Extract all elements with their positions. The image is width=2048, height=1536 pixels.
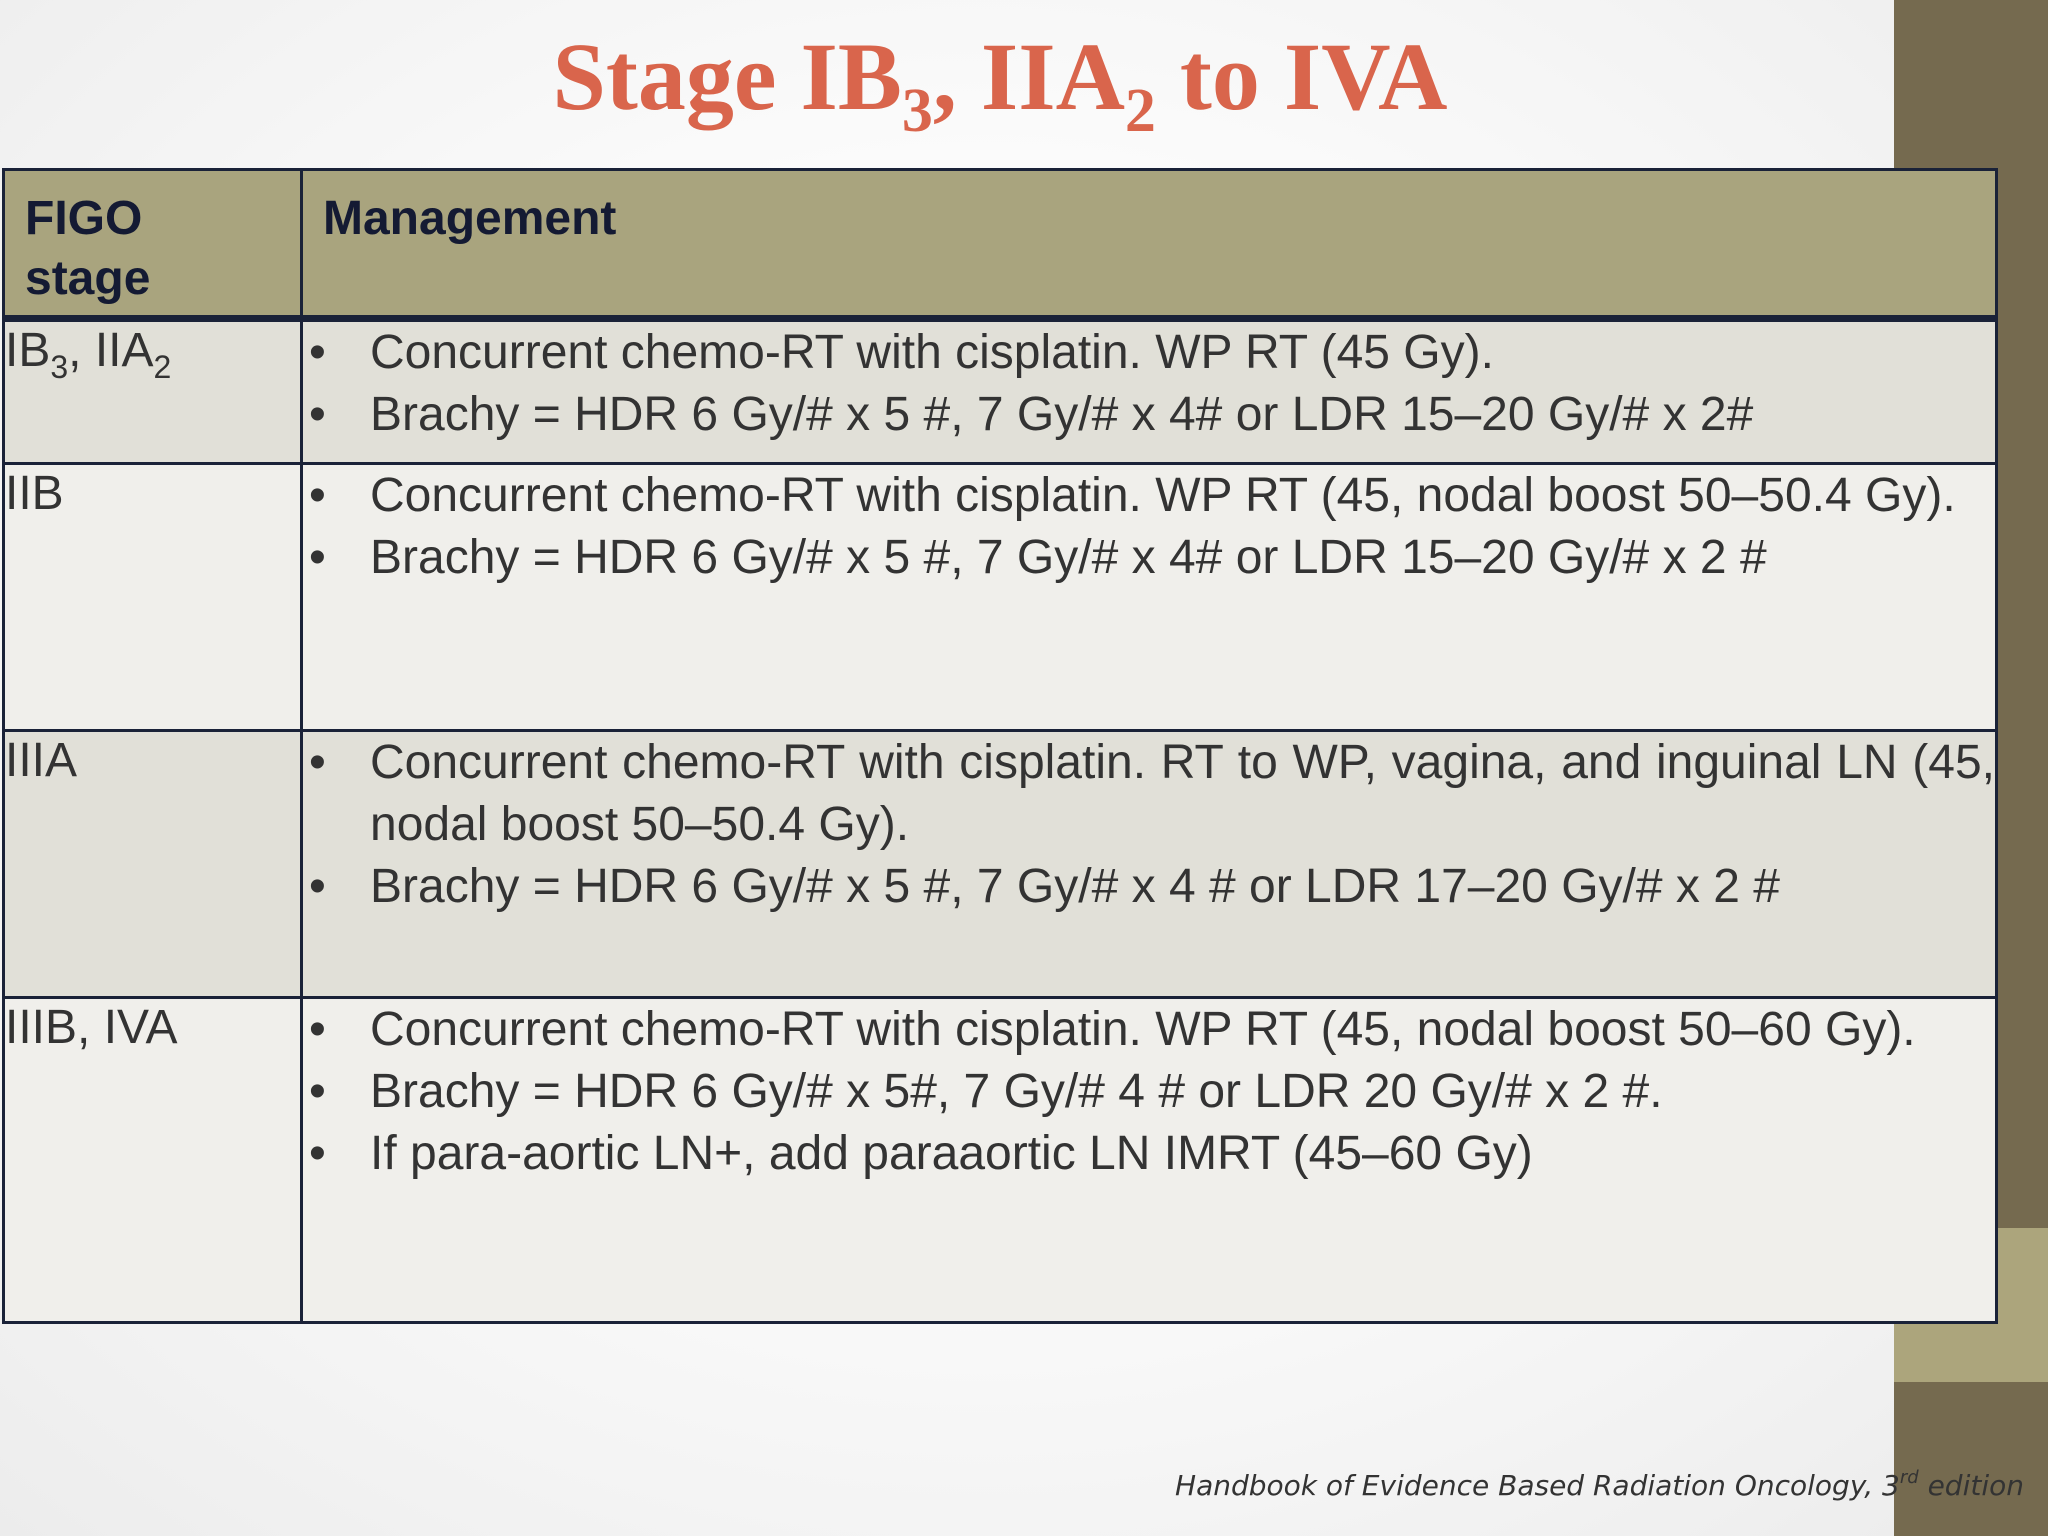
citation-text: Handbook of Evidence Based Radiation Oncology, 3: [1175, 1469, 1900, 1502]
table-row: [4, 319, 1997, 464]
title-subscript-1: 3: [901, 77, 933, 145]
table-header-row: [4, 170, 1997, 319]
stage-cell: IIB: [4, 464, 302, 731]
header-figo-stage: [4, 170, 302, 319]
management-list: [303, 465, 1995, 589]
stage-cell: [4, 319, 302, 464]
table-row: [4, 464, 1997, 731]
management-item: • Brachy = HDR 6 Gy/# x 5 #, 7 Gy/# x 4 # or LDR 17–20 Gy/# x 2 #: [303, 856, 1995, 918]
management-item: • Brachy = HDR 6 Gy/# x 5 #, 7 Gy/# x 4# or LDR 15–20 Gy/# x 2#: [303, 384, 1995, 446]
title-subscript-2: 2: [1124, 77, 1156, 145]
management-table: [2, 168, 1998, 1324]
management-item: • Brachy = HDR 6 Gy/# x 5#, 7 Gy/# 4 # or LDR 20 Gy/# x 2 #.: [303, 1061, 1995, 1123]
header-figo-stage-line1: FIGO: [25, 192, 143, 245]
management-item: • Concurrent chemo-RT with cisplatin. WP RT (45, nodal boost 50–60 Gy).: [303, 999, 1995, 1061]
stage-cell: IIIB, IVA: [4, 998, 302, 1323]
management-list: [303, 999, 1995, 1185]
stage-part-a: IB: [5, 324, 51, 377]
management-list: [303, 322, 1995, 446]
header-figo-stage-line2: stage: [25, 252, 151, 305]
management-item: • Concurrent chemo-RT with cisplatin. RT to WP, vagina, and inguinal LN (45, nodal boost 50–50.4 Gy).: [303, 732, 1995, 856]
management-cell: [302, 319, 1997, 464]
management-cell: [302, 731, 1997, 998]
management-item: • Brachy = HDR 6 Gy/# x 5 #, 7 Gy/# x 4# or LDR 15–20 Gy/# x 2 #: [303, 527, 1995, 589]
management-list: [303, 732, 1995, 918]
citation: [1175, 1466, 2024, 1506]
title-suffix: to IVA: [1155, 23, 1448, 130]
slide-title: [0, 22, 2000, 145]
table-row: [4, 731, 1997, 998]
title-middle: , IIA: [932, 23, 1125, 130]
citation-suffix: edition: [1918, 1469, 2024, 1502]
management-item: • If para-aortic LN+, add paraaortic LN IMRT (45–60 Gy): [303, 1123, 1995, 1185]
management-item: • Concurrent chemo-RT with cisplatin. WP RT (45 Gy).: [303, 322, 1995, 384]
stage-subscript-a: 3: [50, 349, 69, 385]
management-item: • Concurrent chemo-RT with cisplatin. WP RT (45, nodal boost 50–50.4 Gy).: [303, 465, 1995, 527]
management-cell: [302, 464, 1997, 731]
management-cell: [302, 998, 1997, 1323]
stage-part-b: , IIA: [68, 324, 154, 377]
title-prefix: Stage IB: [552, 23, 902, 130]
table-row: [4, 998, 1997, 1323]
header-management: Management: [302, 170, 1997, 319]
stage-subscript-b: 2: [153, 349, 172, 385]
stage-cell: IIIA: [4, 731, 302, 998]
citation-superscript: rd: [1899, 1467, 1919, 1488]
